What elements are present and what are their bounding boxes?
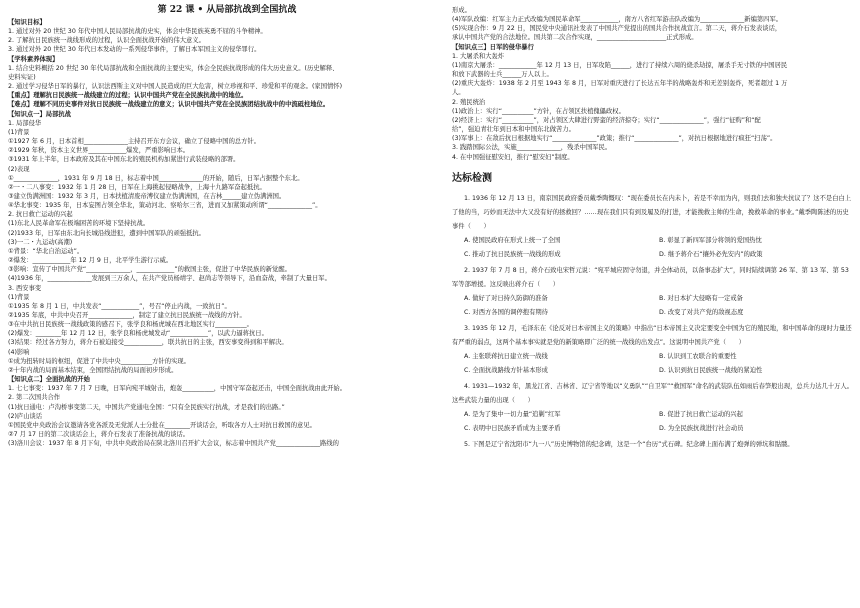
text-line: (2)重庆大轰炸：1938 年 2 月至 1943 年 8 月，日军对重庆进行了长达五年半的战略轰炸和无差别轰炸，死者超过 1 万: [452, 80, 788, 88]
text-line: (1)政治上：实行“__________”方针，在占领区扶植傀儡政权。: [452, 107, 625, 115]
text-line: ③1931 年上半年，日本政府及其在中国东北的殖民机构加紧进行武装侵略的部署。: [8, 156, 240, 164]
answer-option[interactable]: B. 促进了抗日救亡运动的兴起: [659, 410, 743, 418]
right-column: [452, 0, 854, 608]
text-line: (2)表现: [8, 165, 30, 173]
text-line: ②十年内战的局面基本结束，全国团结抗战的局面初步形成。: [8, 366, 178, 374]
text-line: (4)影响: [8, 348, 30, 356]
section-title-assessment: 达标检测: [452, 172, 492, 184]
answer-option[interactable]: D. 为全民族抗战进行社会动员: [659, 424, 744, 432]
text-line: (3)结果：经过各方努力，蒋介石被迫接受____________，联共抗日的主张，西安事变得到和平解决。: [8, 339, 288, 347]
text-line: (1)背景: [8, 128, 30, 136]
answer-option[interactable]: D. 认识到抗日民族统一战线的紧迫性: [659, 366, 763, 374]
section-heading: 【难点】理解不同历史事件对抗日民族统一战线建立的意义；认识中国共产党在全民族团结抗战中的中流砥柱地位。: [8, 101, 330, 109]
section-heading: 【学科素养体现】: [8, 55, 59, 63]
spacer: [452, 452, 854, 454]
question-list: [452, 192, 854, 454]
text-line: 和放下武器的士兵______万人以上。: [452, 71, 553, 79]
text-line: (1)东北人民革命军在极端困苦的环境下坚持抗战。: [8, 220, 150, 228]
text-line: (1)南京大屠杀：____________年 12 月 13 日，日军攻陷______，进行了持续六周的烧杀劫掠，屠杀手无寸铁的中国居民: [452, 61, 788, 69]
question-stem: 5. 下图是辽宁省沈阳市“九一八”历史博物馆的纪念碑，这是一个“台历”式石碑。纪念碑上面布满了炮弹的弹坑和骷髅。: [464, 440, 794, 448]
answer-option[interactable]: D. 继予蒋介石“攘外必先安内”的政策: [659, 250, 763, 258]
text-line: ②1935 年底，中共中央召开______________，制定了建立抗日民族统一战线的方针。: [8, 312, 246, 319]
text-line: (2)经济上：实行“__________”，对占领区大肆进行野蛮的经济掠夺；实行“______________”，强行“征购”和“配: [452, 116, 761, 124]
option-row: [452, 364, 854, 378]
text-line: 史料实证): [8, 73, 36, 81]
option-row: [452, 248, 854, 262]
section-heading: 【知识目标】: [8, 19, 46, 26]
answer-option[interactable]: C. 推动了抗日民族统一战线的形成: [464, 250, 561, 258]
question-stem: 3. 1935 年 12 月，毛泽东在《论反对日本帝国主义的策略》中指出“日本帝国主义决定要变全中国为它的殖民地，和中国革命的现时力量还有严重的弱点，这两个基本事实就是党的新策略即广泛的统一战线的出发点”。这说明中国共产党（ ）: [452, 324, 852, 346]
question-stem: 1. 1936 年 12 月 13 日，南京国民政府委员戴季陶慨叹：“现在委员长在内未卜，若是不幸而为内，则我们去和独夫抗议了？这不是白白上了他的当，巧妙而无法中大又没有好的拯救回？……现在我们只有到及履及的打进，才能挽救主帅的生命，挽救革命的事业。”戴季陶陈述的历史事件（ ）: [452, 194, 852, 230]
text-line: (4)1936 年，______________发展到三万余人，在共产党员杨靖宇、赵尚志等领导下，沿血奋战，牵制了大量日军。: [8, 275, 331, 283]
text-line: ④华北事变：1935 年，日本妄图占领全华北，策动河北、察哈尔三省，进而又加紧策动所谓“______________”。: [8, 202, 322, 210]
text-line: ③影响：宣传了中国共产党“______________，____________”的救国主张，促进了中华民族的新觉醒。: [8, 266, 291, 274]
text-line: (2)1933 年，日军由东北向长城沿线进犯，遭到中国军队的顽强抵抗。: [8, 229, 205, 237]
option-row: [452, 422, 854, 436]
answer-option[interactable]: D. 改变了对共产党的敌视态度: [659, 308, 744, 316]
answer-option[interactable]: A. 做好了对日持久防御的准备: [464, 294, 548, 302]
text-line: 1. 七七事变：1937 年 7 月 7 日晚，日军向宛平城射击，炮轰__________，中国守军奋起还击，中国全面抗战由此开始。: [8, 385, 347, 393]
option-row: [452, 350, 854, 364]
question-stem: 4. 1931—1932 年，黑龙江省、吉林省、辽宁省等地以“义勇队”“自卫军”“救国军”命名的武装队伍如雨后春笋般出现，总兵力达几十万人。这些武装力量的出现（ ）: [452, 382, 854, 404]
text-line: (4)军队改编：红军主力正式改编为国民革命军____________，南方八省红军游击队改编为______________新编第四军。: [452, 16, 783, 24]
text-line: ②一・二八事变：1932 年 1 月 28 日，日军在上海挑起侵略战争，上海十九路军奋起抵抗。: [8, 183, 266, 191]
answer-option[interactable]: A. 使国民政府在形式上统一了全国: [464, 236, 561, 244]
left-content: [8, 18, 446, 448]
text-line: ①成为扭转时局的枢纽，促进了中共中央__________方针的实现。: [8, 357, 190, 365]
text-line: 1. 通过对外 20 世纪 30 年代中国人民局部抗战的史实，体会中华民族英勇不屈的斗争精神。: [8, 28, 267, 36]
text-line: (2)爆发：________年 12 月 12 日，张学良和杨虎城发动“____________”，以武力逼蒋抗日。: [8, 330, 268, 338]
section-heading: 【知识点一】局部抗战: [8, 110, 71, 118]
text-line: 2. 第二次国共合作: [8, 394, 61, 402]
text-line: ①1935 年 8 月 1 日，中共发表“____________”，号召“停止内战，一致抗日”。: [8, 302, 231, 310]
text-line: (3)军事上：在敌后抗日根据地实行“______________”政策；推行“______________”，对抗日根据地进行疯狂“扫荡”。: [452, 135, 777, 143]
option-row: [452, 408, 854, 422]
text-line: 3. 通过对外 20 世纪 30 年代日本发动的一系列侵华事件，了解日本军国主义的侵华罪行。: [8, 46, 261, 54]
text-line: 2. 通过学习侵华日军的暴行，认识法西斯主义对中国人民造成的巨大危害，树立珍视和平、珍爱和平的观念。(家国情怀): [8, 83, 343, 91]
section-heading: 【知识点三】日军的侵华暴行: [452, 43, 534, 51]
text-line: 4. 在中国强征慰安妇，推行“慰安妇”制度。: [452, 153, 574, 161]
text-line: ③在中共抗日民族统一战线政策的感召下，张学良和杨虎城在西北地区实行__________。: [8, 321, 253, 329]
option-row: [452, 306, 854, 320]
text-line: 给”，强迫青壮年到日本和中国东北做苦力。: [452, 126, 575, 134]
text-line: 1. 结合史料概括 20 世纪 30 年代局部抗战和全面抗战的主要史实，体会全民族抗战形成的伟大历史意义。(历史解释、: [8, 64, 339, 72]
answer-option[interactable]: A. 主张联蒋抗日建立统一战线: [464, 352, 548, 360]
answer-option[interactable]: C. 全面抗战路线方针基本形成: [464, 366, 548, 374]
section-heading: 【知识点二】全面抗战的开始: [8, 376, 90, 384]
text-line: (1)抗日通电：卢沟桥事变第二天，中国共产党通电全国：“只有全民族实行抗战，才是我们的出路。”: [8, 403, 285, 411]
text-line: ②7 月 17 日的第二次谈话会上，蒋介石发表了准备抗战的谈话。: [8, 431, 190, 439]
text-line: (2)庐山谈话: [8, 412, 43, 420]
text-line: (5)实现合作：9 月 22 日，国民党中央通讯社发表了中国共产党提出的国共合作抗战宣言。第二天，蒋介石发表谈话，: [452, 25, 782, 33]
right-content: [452, 6, 854, 162]
text-line: ①国民党中央政治会议邀请各党各派及无党派人士分批在________开谈话会，听取各方人士对抗日救国的意见。: [8, 421, 316, 429]
text-line: 3. 践踏国际公法，实施______________，残杀中国军民。: [452, 144, 612, 152]
text-line: (3)一二・九运动(高潮): [8, 238, 73, 246]
text-line: 1. 大屠杀和大轰炸: [452, 52, 505, 60]
section-heading: 【重点】理解抗日民族统一战线建立的过程；认识中国共产党在全民族抗战中的地位。: [8, 92, 248, 100]
text-line: 人。: [452, 89, 465, 97]
answer-option[interactable]: B. 认识到工农联合的重要性: [659, 352, 737, 360]
question-stem: 2. 1937 年 7 月 8 日，蒋介石致电宋哲元说：“宛平城应固守勿退，并全体动员，以备事态扩大”，同时陆续调第 26 军、第 13 军、第 53 军等部增援。这反映出蒋介石（ ）: [452, 266, 849, 288]
text-line: (1)背景: [8, 293, 30, 301]
answer-option[interactable]: C. 对西方各国的调停抱有期待: [464, 308, 548, 316]
answer-option[interactable]: B. 对日本扩大侵略有一定戒备: [659, 294, 743, 302]
text-line: 2. 了解抗日民族统一战线形成的过程，认识全面抗战开始的伟大意义。: [8, 37, 205, 45]
lesson-title: 第 22 课 • 从局部抗战到全国抗战: [157, 5, 297, 15]
text-line: 1. 局部侵华: [8, 119, 42, 127]
text-line: ①背景：“华北自治运动”。: [8, 247, 84, 255]
text-line: ②1929 年秋，资本主义世界____________爆发，严重影响日本。: [8, 147, 190, 155]
text-line: (3)洛川会议：1937 年 8 月下旬，中共中央政治局在陕北洛川召开扩大会议，标志着中国共产党______________路线的: [8, 440, 339, 448]
text-line: ①1927 年 6 月，日本首相______________主持召开东方会议，确立了侵略中国的总方针。: [8, 138, 261, 146]
left-column: [8, 0, 446, 608]
text-line: 承认中国共产党的合法地位。国共第二次合作实现，______________________正式形成。: [452, 34, 698, 42]
option-row: [452, 234, 854, 248]
text-line: 2. 抗日救亡运动的兴起: [8, 211, 73, 219]
text-line: ③建立伪满洲国：1932 年 3 月，日本扶植清废帝溥仪建立伪满洲国，在吉林______建立伪满洲国。: [8, 192, 286, 200]
answer-option[interactable]: A. 是为了集中一切力量“追剿”红军: [464, 410, 561, 418]
text-line: 2. 殖民统治: [452, 98, 486, 106]
text-line: 3. 西安事变: [8, 284, 42, 292]
text-line: ②爆发：____________年 12 月 9 日，北平学生游行示威。: [8, 257, 173, 265]
text-line: ①______________，1931 年 9 月 18 日，标志着中国______________的开始，随后，日军占据整个东北。: [8, 174, 304, 182]
answer-option[interactable]: C. 表明中日民族矛盾成为主要矛盾: [464, 424, 561, 432]
text-line: 形成。: [452, 7, 471, 14]
option-row: [452, 292, 854, 306]
answer-option[interactable]: B. 彰显了新四军部分将领的爱国热忱: [659, 236, 762, 244]
